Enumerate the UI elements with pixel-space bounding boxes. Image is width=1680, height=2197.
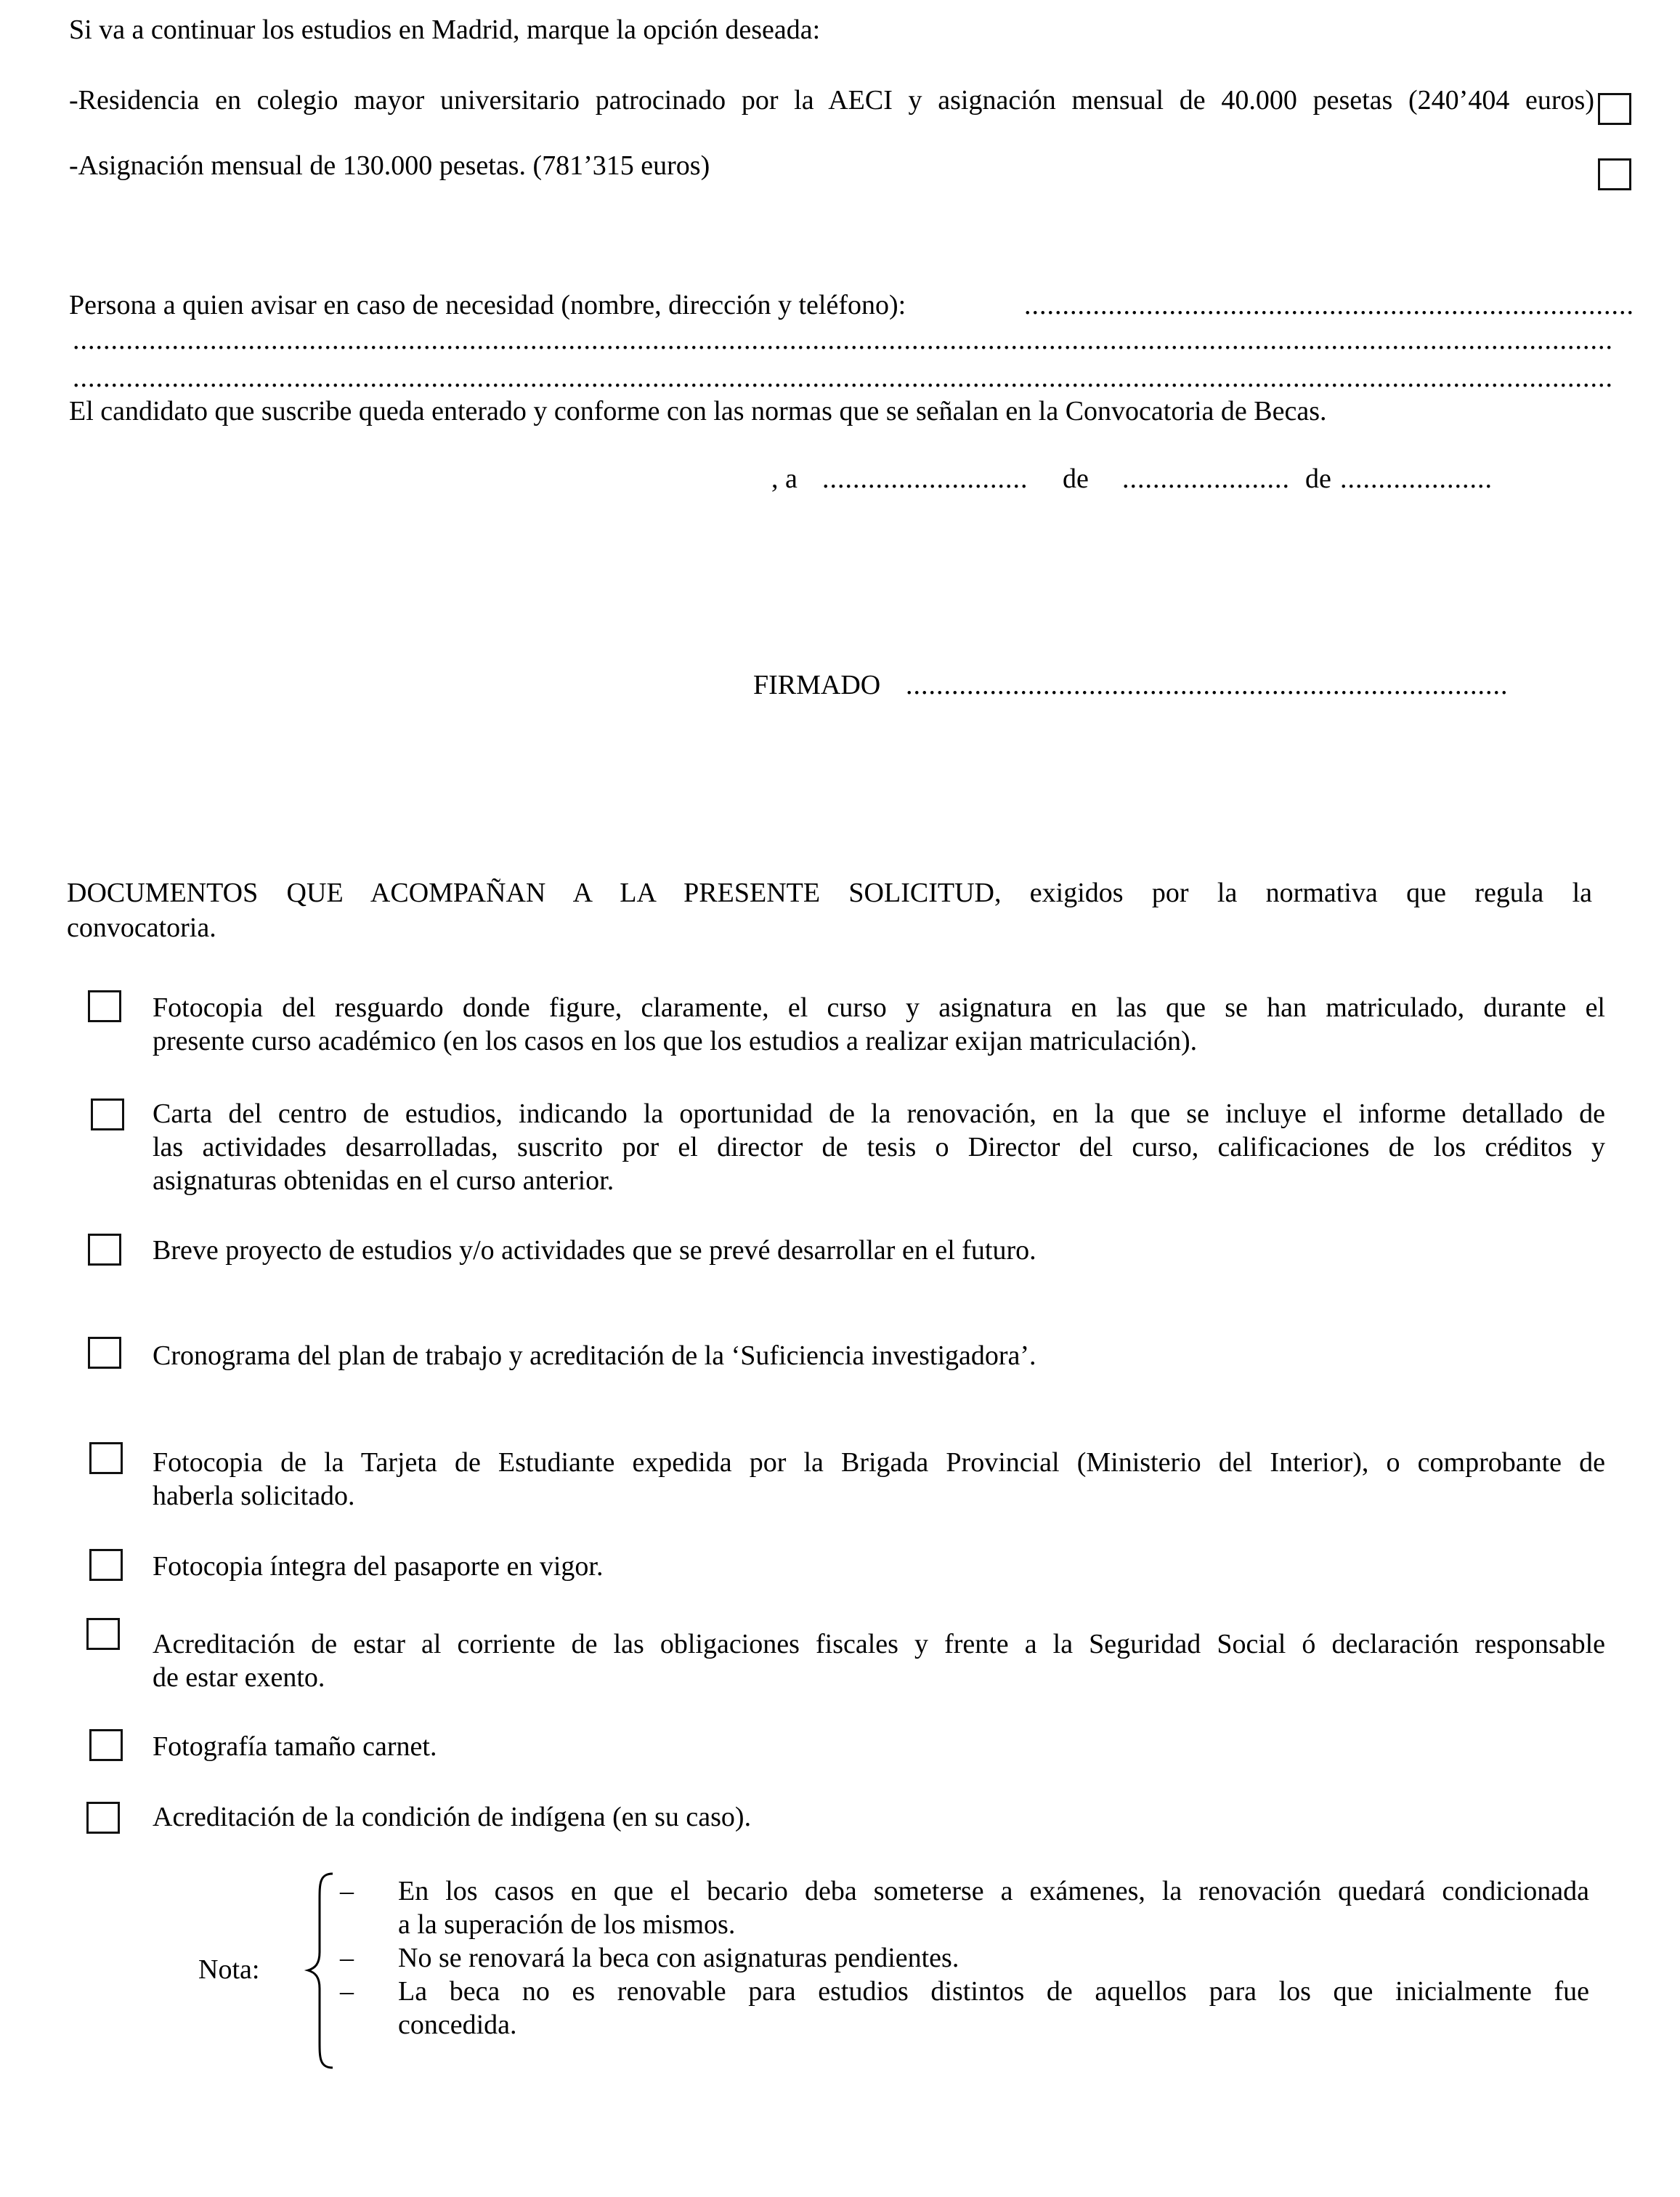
doc-item-text: Cronograma del plan de trabajo y acreditación de la ‘Suficiencia investigadora’.: [153, 1340, 1036, 1371]
contact-person-field-3[interactable]: ..........................................................................................................................................................................................................: [73, 363, 1613, 393]
doc-item-text: Fotocopia íntegra del pasaporte en vigor.: [153, 1551, 604, 1582]
date-prefix: , a: [771, 464, 798, 494]
nota-brace: [304, 1871, 340, 2071]
signature-field[interactable]: ...............................................................................: [906, 670, 1509, 700]
doc-item-tarjeta: [153, 1446, 1605, 1513]
contact-person-field-1[interactable]: ................................................................................: [1024, 290, 1634, 320]
doc-item-text: las actividades desarrolladas, suscrito por el director de tesis o Director del curso, calificaciones de los créditos y: [153, 1132, 1605, 1162]
doc-item-text: Carta del centro de estudios, indicando la oportunidad de la renovación, en la que se incluye el informe detallado de: [153, 1098, 1605, 1129]
doc-checkbox-indigena[interactable]: [86, 1802, 120, 1834]
doc-checkbox-tarjeta[interactable]: [89, 1442, 123, 1474]
option-asignacion-label: -Asignación mensual de 130.000 pesetas. (781’315 euros): [69, 150, 710, 181]
contact-person-label: Persona a quien avisar en caso de necesidad (nombre, dirección y teléfono):: [69, 290, 906, 320]
date-de-1: de: [1063, 464, 1089, 494]
doc-item-text: presente curso académico (en los casos en los que los estudios a realizar exijan matriculación).: [153, 1026, 1198, 1056]
doc-item-text: asignaturas obtenidas en el curso anterior.: [153, 1165, 614, 1196]
doc-item-resguardo: [153, 991, 1605, 1058]
doc-item-cronograma: [153, 1339, 1605, 1372]
nota-item-text: No se renovará la beca con asignaturas pendientes.: [398, 1943, 959, 1973]
doc-checkbox-cronograma[interactable]: [88, 1337, 121, 1369]
doc-checkbox-resguardo[interactable]: [88, 990, 121, 1022]
option-residencia-label: -Residencia en colegio mayor universitario patrocinado por la AECI y asignación mensual de 40.000 pesetas (240’404 euros): [69, 85, 1594, 116]
nota-dash: –: [340, 1976, 354, 2007]
doc-item-fotografia: [153, 1730, 1605, 1763]
signature-label: FIRMADO: [753, 670, 881, 700]
documents-heading-cont: convocatoria.: [67, 913, 216, 943]
nota-item-text: La beca no es renovable para estudios distintos de aquellos para los que inicialmente fue: [398, 1976, 1589, 2007]
nota-label: Nota:: [198, 1954, 260, 1985]
date-day-field[interactable]: ...........................: [822, 464, 1028, 494]
doc-checkbox-carta[interactable]: [91, 1098, 124, 1130]
doc-checkbox-pasaporte[interactable]: [89, 1549, 123, 1581]
contact-person-field-2[interactable]: ..........................................................................................................................................................................................................: [73, 325, 1613, 355]
doc-item-fiscal: [153, 1627, 1605, 1694]
nota-item: [340, 1941, 1589, 1975]
option-asignacion-checkbox[interactable]: [1598, 158, 1631, 190]
doc-item-proyecto: [153, 1234, 1605, 1267]
doc-item-text: Acreditación de estar al corriente de las obligaciones fiscales y frente a la Seguridad Social ó declaración responsable: [153, 1629, 1605, 1659]
nota-item: [340, 1975, 1589, 2042]
nota-item-text: En los casos en que el becario deba someterse a exámenes, la renovación quedará condicionada: [398, 1876, 1589, 1906]
doc-item-text: Fotografía tamaño carnet.: [153, 1731, 437, 1762]
conformity-statement: El candidato que suscribe queda enterado y conforme con las normas que se señalan en la Convocatoria de Becas.: [69, 396, 1327, 426]
doc-item-indigena: [153, 1800, 1605, 1834]
nota-dash: –: [340, 1876, 354, 1906]
madrid-intro: Si va a continuar los estudios en Madrid, marque la opción deseada:: [69, 15, 821, 45]
doc-item-pasaporte: [153, 1550, 1605, 1583]
doc-item-text: haberla solicitado.: [153, 1481, 355, 1511]
doc-checkbox-proyecto[interactable]: [88, 1234, 121, 1266]
date-de-2: de: [1305, 464, 1331, 494]
doc-item-text: Fotocopia de la Tarjeta de Estudiante expedida por la Brigada Provincial (Ministerio del Interior), o comprobante de: [153, 1447, 1605, 1478]
documents-heading: DOCUMENTOS QUE ACOMPAÑAN A LA PRESENTE SOLICITUD, exigidos por la normativa que regula la: [67, 878, 1592, 908]
doc-item-carta: [153, 1097, 1605, 1197]
nota-item-text: a la superación de los mismos.: [398, 1909, 736, 1940]
date-year-field[interactable]: ....................: [1340, 464, 1493, 494]
nota-item: [340, 1874, 1589, 1941]
doc-item-text: Acreditación de la condición de indígena (en su caso).: [153, 1802, 752, 1832]
doc-item-text: de estar exento.: [153, 1662, 325, 1693]
doc-checkbox-fotografia[interactable]: [89, 1729, 123, 1761]
doc-checkbox-fiscal[interactable]: [86, 1618, 120, 1650]
doc-item-text: Fotocopia del resguardo donde figure, claramente, el curso y asignatura en las que se han matriculado, durante el: [153, 992, 1605, 1023]
date-month-field[interactable]: ......................: [1122, 464, 1290, 494]
option-residencia-checkbox[interactable]: [1598, 93, 1631, 125]
nota-list: [340, 1874, 1589, 2042]
doc-item-text: Breve proyecto de estudios y/o actividades que se prevé desarrollar en el futuro.: [153, 1235, 1036, 1266]
nota-dash: –: [340, 1943, 354, 1973]
nota-item-text: concedida.: [398, 2010, 517, 2040]
